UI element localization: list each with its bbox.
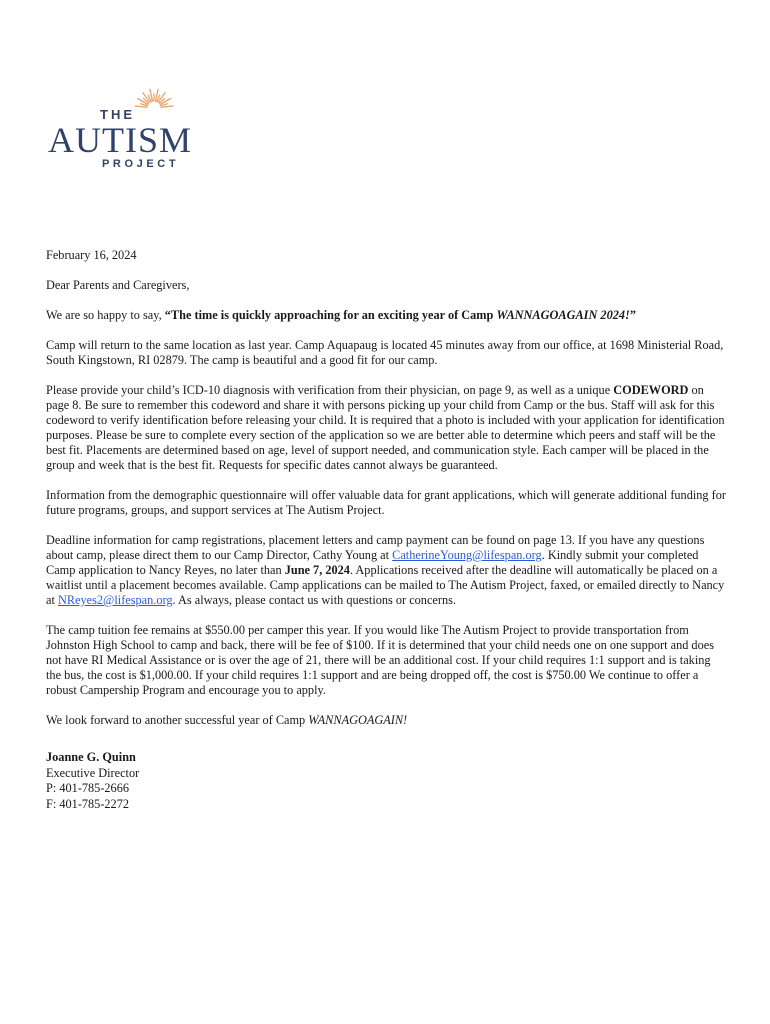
autism-project-logo: [46, 86, 202, 174]
signature-name: Joanne G. Quinn: [46, 750, 136, 764]
letter-body: [46, 248, 726, 812]
letter-date: February 16, 2024: [46, 248, 137, 262]
codeword-emphasis: CODEWORD: [613, 383, 689, 397]
signature-block: [46, 750, 726, 812]
paragraph-intro: We are so happy to say, “The time is quickly approaching for an exciting year of Camp WANNAGOAGAIN 2024!”: [46, 308, 636, 322]
paragraph-diagnosis: Please provide your child’s ICD-10 diagnosis with verification from their physician, on page 9, as well as a unique CODEWORD on page 8. Be sure to remember this codeword and share it with persons picking up your child from Camp or the bus. Staff will ask for this codeword to verify identification before releasing your child. It is required that a photo is included with your application for identification purposes. Please be sure to complete every section of the application so we are better able to determine which peers and staff will be the best fit. Placements are determined based on age, level of support needed, and communication style. Each camper will be placed in the group and week that is the best fit. Requests for specific dates cannot always be guaranteed.: [46, 383, 725, 472]
logo-text-autism: AUTISM: [48, 120, 193, 160]
paragraph-tuition: The camp tuition fee remains at $550.00 per camper this year. If you would like The Autism Project to provide transportation from Johnston High School to camp and back, there will be fee of $100. If it is determined that your child needs one on one support and does not have RI Medical Assistance or is over the age of 21, there will be an additional cost. If your child requires 1:1 support and is taking the bus, the cost is $1,000.00. If your child requires 1:1 support and are being dropped off, the cost is $750.00 We continue to offer a robust Campership Program and encourage you to apply.: [46, 623, 714, 697]
signature-phone: P: 401-785-2666: [46, 781, 130, 795]
letter-salutation: Dear Parents and Caregivers,: [46, 278, 190, 292]
nancy-email-link[interactable]: NReyes2@lifespan.org: [57, 593, 173, 607]
paragraph-deadline: Deadline information for camp registrations, placement letters and camp payment can be found on page 13. If you have any questions about camp, please direct them to our Camp Director, Cathy Young at CatherineYoung@lifespan.org. Kindly submit your completed Camp application to Nancy Reyes, no later than June 7, 2024. Applications received after the deadline will automatically be placed on a waitlist until a placement becomes available. Camp applications can be mailed to The Autism Project, faxed, or emailed directly to Nancy at NReyes2@lifespan.org. As always, please contact us with questions or concerns.: [46, 533, 725, 607]
logo-text-the: THE: [100, 107, 135, 122]
camp-director-email-link[interactable]: CatherineYoung@lifespan.org: [392, 548, 542, 562]
signature-fax: F: 401-785-2272: [46, 796, 130, 811]
logo-text-project: PROJECT: [102, 158, 180, 170]
deadline-date: June 7, 2024: [284, 563, 350, 577]
paragraph-closing: We look forward to another successful year of Camp WANNAGOAGAIN!: [46, 713, 408, 727]
paragraph-questionnaire: Information from the demographic questionnaire will offer valuable data for grant applications, which will generate additional funding for future programs, groups, and support services at The Autism Project.: [46, 488, 726, 517]
paragraph-location: Camp will return to the same location as last year. Camp Aquapaug is located 45 minutes away from our office, at 1698 Ministerial Road, South Kingstown, RI 02879. The camp is beautiful and a good fit for our camp.: [46, 338, 724, 367]
signature-title: Executive Director: [46, 765, 140, 780]
sunburst-ray: [161, 106, 173, 107]
sunburst-ray: [135, 106, 147, 107]
